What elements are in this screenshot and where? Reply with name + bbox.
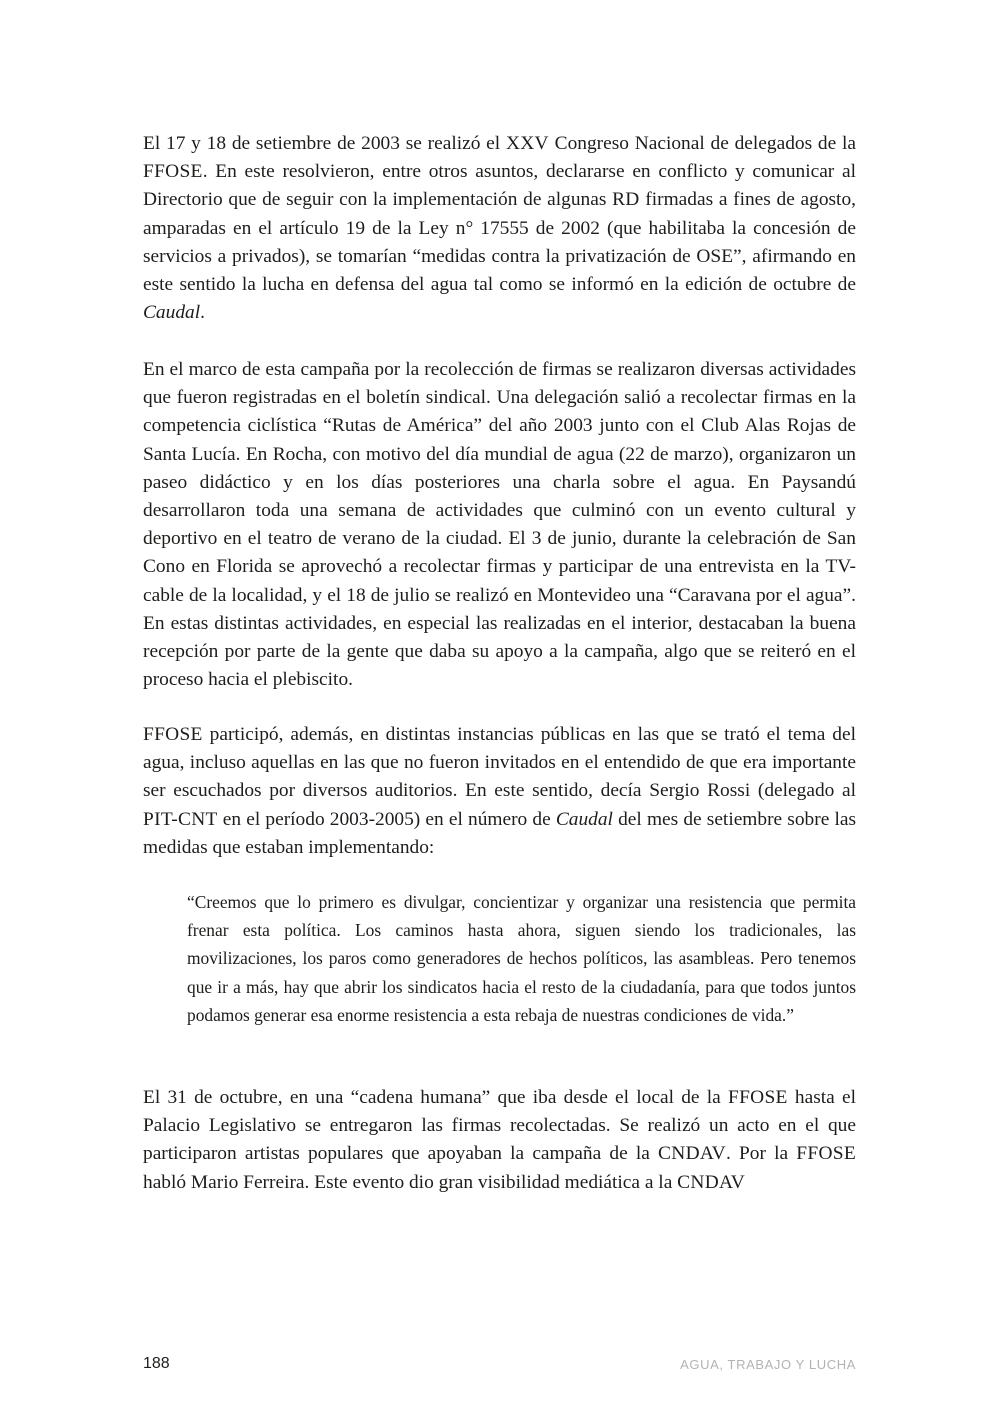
text-run: . En este resolvieron, entre otros asuntos, declararse en conflicto y comunicar al Directorio que de seguir con la implementación de algunas — [143, 161, 856, 211]
text-run: habló Mario Ferreira. Este evento dio gran visibilidad mediática a la — [143, 1171, 678, 1193]
text-run: del mes de setiembre sobre las medidas que estaban implementando: — [143, 808, 856, 858]
text-run: . — [200, 302, 205, 324]
publication-title: Caudal — [143, 302, 201, 324]
acronym: PIT-CNT — [143, 808, 218, 830]
page-number: 188 — [143, 1355, 170, 1372]
text-run: en el período 2003-2005) en el número de — [217, 808, 556, 830]
paragraph-instancias — [143, 721, 856, 862]
text-run: Congreso Nacional de delegados de la — [548, 133, 857, 154]
paragraph-campana: En el marco de esta campaña por la recolección de firmas se realizaron diversas actividades que fueron registradas en el boletín sindical. Una delegación salió a recolectar firmas en la competencia ciclística “Rutas de América” del año 2003 junto con el Club Alas Rojas de Santa Lucía. En Rocha, con motivo del día mundial de agua (22 de marzo), organizaron un paseo didáctico y en los días posteriores una charla sobre el agua. En Paysandú desarrollaron toda una semana de actividades que culminó con un evento cultural y deportivo en el teatro de verano de la ciudad. El 3 de junio, durante la celebración de San Cono en Florida se aprovechó a recolectar firmas y participar de una entrevista en la TV-cable de la localidad, y el 18 de julio se realizó en Montevideo una “Caravana por el agua”. En estas distintas actividades, en especial las realizadas en el interior, destacaban la buena recepción por parte de la gente que daba su apoyo a la campaña, algo que se reiteró en el proceso hacia el plebiscito. — [143, 359, 856, 691]
text-run: El 17 y 18 de setiembre de 2003 se realizó el — [143, 133, 506, 154]
block-quote: “Creemos que lo primero es divulgar, concientizar y organizar una resistencia que permita frenar esta política. Los caminos hasta ahora, siguen siendo los tradicionales, las movilizaciones, los paros como generadores de hechos políticos, las asambleas. Pero tenemos que ir a más, hay que abrir los sindicatos hacia el resto de la ciudadanía, para que todos juntos podamos generar esa enorme resistencia a esta rebaja de nuestras condiciones de vida.” — [187, 892, 856, 1025]
paragraph-cadena-humana — [143, 1084, 856, 1197]
publication-title: Caudal — [555, 808, 613, 830]
running-title: AGUA, TRABAJO Y LUCHA — [680, 1357, 856, 1372]
acronym: XXV — [505, 133, 549, 154]
acronym: RD — [612, 189, 640, 211]
acronym: FFOSE — [143, 161, 203, 183]
text-run: hasta el Palacio Legislativo se entregaron las firmas recolectadas. Se realizó un acto en el que participaron artistas populares que apoyaban la campaña de la — [143, 1087, 856, 1165]
text-run: participó, además, en distintas instancias públicas en las que se trató el tema del agua, incluso aquellas en las que no fueron invitados en el entendido de que era importante ser escuchados por diversos auditorios. En este sentido, decía Sergio Rossi (delegado al — [143, 724, 856, 802]
acronym: FFOSE — [796, 1143, 856, 1165]
acronym: FFOSE — [727, 1087, 788, 1108]
text-run: El 31 de octubre, en una “cadena humana” que iba desde el local de la — [143, 1087, 728, 1108]
paragraph-congreso — [143, 130, 856, 327]
text-run: . Por la — [725, 1143, 797, 1165]
acronym: CNDAV — [677, 1171, 746, 1193]
acronym: FFOSE — [143, 724, 203, 745]
acronym: CNDAV — [658, 1143, 726, 1165]
text-run: firmadas a fines de agosto, amparadas en el artículo 19 de la Ley n° 17555 de 2002 (que habilitaba la concesión de servicios a privados), se tomarían “medidas contra la privatización de OSE”, afirmando en este sentido la lucha en defensa del agua tal como se informó en la edición de octubre de — [143, 189, 856, 296]
